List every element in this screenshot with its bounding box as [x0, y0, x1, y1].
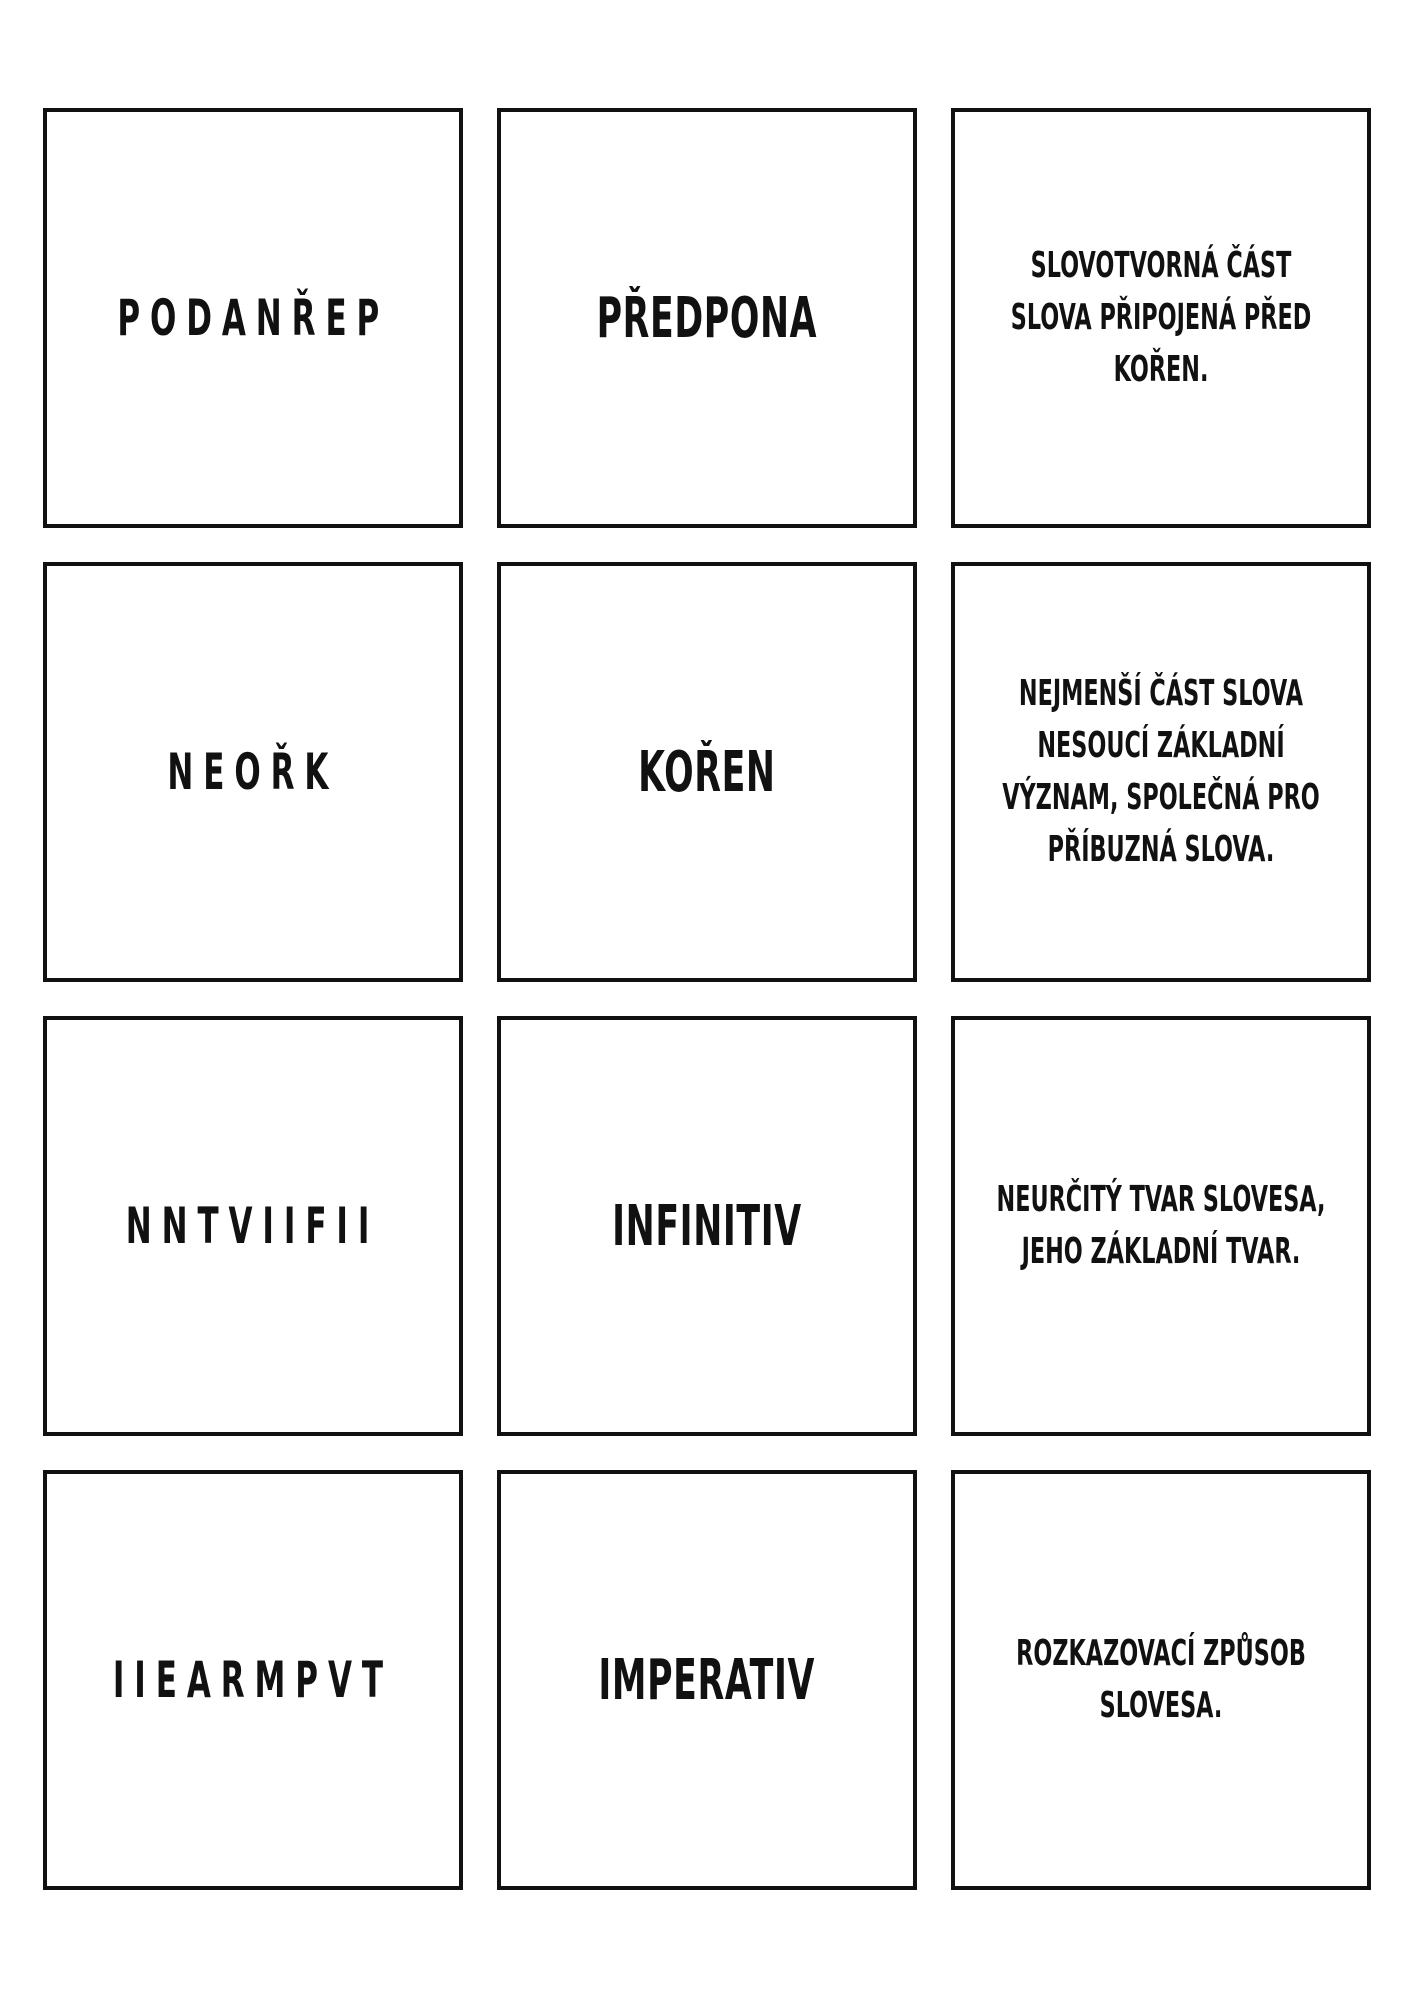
definition: NEJMENŠÍ ČÁST SLOVA NESOUCÍ ZÁKLADNÍ VÝZNAM, SPOLEČNÁ PRO PŘÍBUZNÁ SLOVA. [1002, 673, 1320, 870]
term: IMPERATIV [598, 1647, 816, 1713]
term: INFINITIV [612, 1193, 802, 1259]
card-sheet [43, 108, 1371, 1890]
term-card[interactable] [497, 108, 917, 528]
definition-card[interactable] [951, 1016, 1371, 1436]
scrambled-word: PODANŘEP [117, 289, 389, 347]
definition-card[interactable] [951, 562, 1371, 982]
term-card[interactable] [497, 1470, 917, 1890]
definition: NEURČITÝ TVAR SLOVESA, JEHO ZÁKLADNÍ TVAR. [996, 1179, 1326, 1272]
definition-card[interactable] [951, 1470, 1371, 1890]
scrambled-word-card[interactable] [43, 108, 463, 528]
definition-card[interactable] [951, 108, 1371, 528]
scrambled-word-card[interactable] [43, 1470, 463, 1890]
term: PŘEDPONA [596, 285, 818, 351]
definition: ROZKAZOVACÍ ZPŮSOB SLOVESA. [1016, 1633, 1306, 1726]
definition: SLOVOTVORNÁ ČÁST SLOVA PŘIPOJENÁ PŘED KOŘEN. [1010, 245, 1312, 390]
scrambled-word: NNTVIIFII [126, 1197, 380, 1255]
scrambled-word: IIEARMPVT [112, 1651, 394, 1709]
scrambled-word: NEOŘK [167, 743, 339, 801]
scrambled-word-card[interactable] [43, 1016, 463, 1436]
term-card[interactable] [497, 1016, 917, 1436]
term: KOŘEN [638, 739, 776, 805]
scrambled-word-card[interactable] [43, 562, 463, 982]
term-card[interactable] [497, 562, 917, 982]
